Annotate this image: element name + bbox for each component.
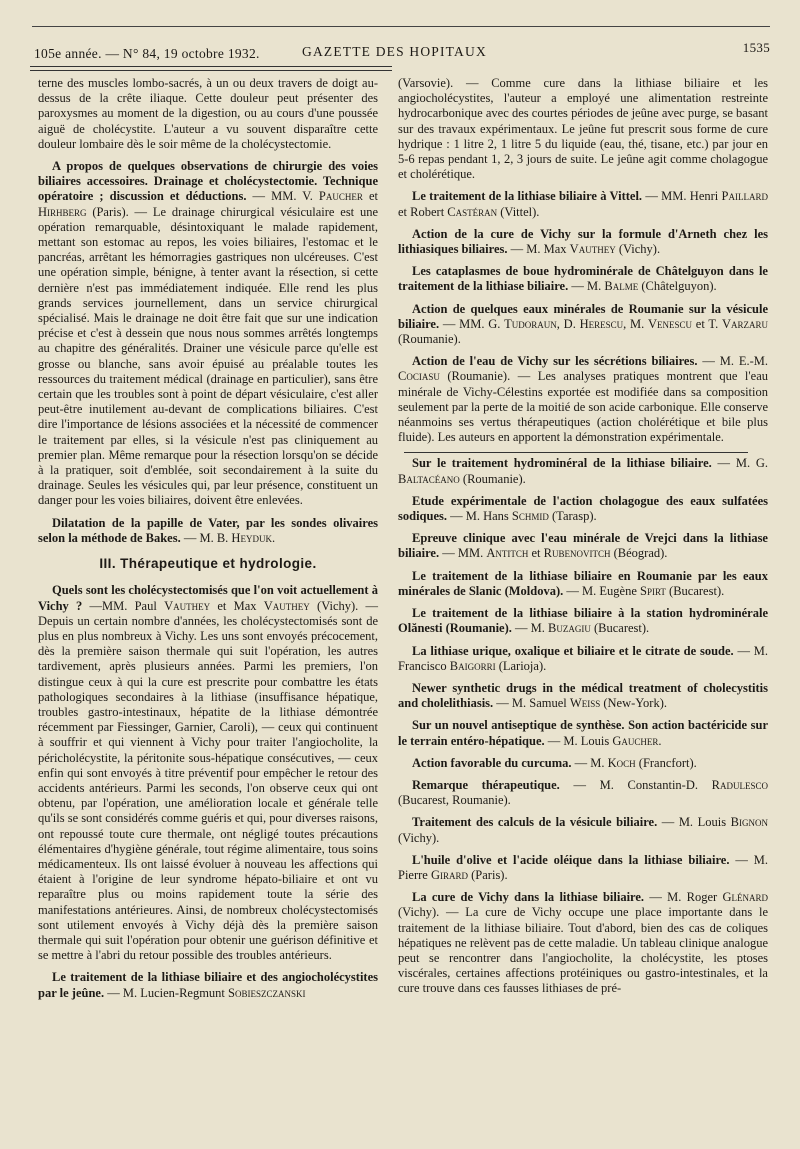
abstract-title: Action de quelques eaux minérales de Roumanie sur la vésicule biliaire. bbox=[398, 301, 768, 331]
author-prefix: — MM. V. bbox=[246, 189, 319, 204]
abstract-vauthey bbox=[38, 583, 378, 963]
author-name: Gaucher bbox=[612, 733, 659, 748]
author-suffix: . bbox=[658, 733, 662, 748]
abstract-title: Dilatation de la papille de Vater, par les sondes olivaires selon la méthode de Bakes. bbox=[38, 515, 378, 545]
page-header bbox=[34, 40, 770, 64]
abstract-entry bbox=[398, 531, 768, 561]
author-name: Vauthey bbox=[263, 598, 310, 613]
author-suffix: (Vittel). bbox=[497, 204, 540, 219]
abstract-title: La cure de Vichy dans la lithiase biliaire. bbox=[412, 890, 645, 905]
author-suffix: (Paris). bbox=[468, 867, 508, 882]
author-prefix: — M. Hans bbox=[446, 509, 512, 524]
author-name: Cociasu bbox=[398, 369, 440, 384]
abstract-body: (Roumanie). — Les analyses pratiques montrent que l'eau minérale de Vichy-Célestins exportée est modifiée dans sa composition seulement par la perte de la moitié de son acide carbonique. Elle conserve néanmoins ses vertus thérapeutiques (action cholérétique et bile plus fluide). Les auteurs en apportent la démonstration expérimentale. bbox=[398, 369, 768, 445]
author-joiner: et bbox=[362, 189, 378, 204]
abstract-entry bbox=[398, 644, 768, 674]
abstract-entry bbox=[398, 354, 768, 445]
author-suffix: (Bucarest). bbox=[590, 621, 650, 636]
author-name: Castéran bbox=[447, 204, 498, 219]
author-name: Buzagiu bbox=[548, 621, 591, 636]
abstract-heyduk bbox=[38, 516, 378, 546]
abstract-title: Newer synthetic drugs in the médical treatment of cholecystitis and cholelithiasis. bbox=[398, 680, 768, 711]
abstract-entry bbox=[398, 569, 768, 599]
abstract-entry bbox=[398, 778, 768, 808]
right-column bbox=[398, 76, 768, 1004]
author-prefix: — M. bbox=[568, 279, 605, 294]
paragraph: terne des muscles lombo-sacrés, à un ou deux travers de doigt au-dessus de la crête iliaque. Cette douleur peut présenter des paroxysmes au moment de la digestion, ou au cours d'une poussée aiguë de cholécystite. L'auteur a vu souvent disparaître cette douleur lombaire dès le soir même de la cholécystectomie. bbox=[38, 76, 378, 151]
author-prefix: — MM. bbox=[439, 546, 487, 561]
separator-rule bbox=[404, 452, 748, 453]
abstract-body: (Vichy). — La cure de Vichy occupe une place importante dans le traitement de la lithiase biliaire. Tout d'abord, bien des cas de coliques hépatiques ne relèvent pas de cette maladie. Un tableau clinique analogue peut se rencontrer dans l'angiocholite, la cholécystite, les ptoses viscérales, certaines affections protéiniques ou gastro-intestinales, et la cure trouve dans ces fausses lithiases de pré- bbox=[398, 905, 768, 996]
author-prefix: — MM. Henri bbox=[642, 189, 722, 204]
author-name: Antitch bbox=[486, 546, 529, 561]
author-joiner: et Max bbox=[210, 598, 264, 613]
author-name: Paillard bbox=[721, 189, 768, 204]
abstract-body: (Paris). — Le drainage chirurgical vésiculaire est une opération remarquable, désintoxiquant le malade rapidement, mettant son estomac au repos, les voies biliaires, l'estomac et le pancréas, arrêtant les hémorragies gastriques non ulcéreuses. C'est une opération simple, bénigne, à tenter avant la résection, si cette dernière n'est pas immédiatement indiquée. Elle rend les plus grands services journellement, dans un service chirurgical spécialisé. Mais le drainage ne doit être fait que sur une indication précise et c'est à dessein que nous nous sommes arrêtés longtemps au chapitre des généralités. Drainer une vésicule parce qu'elle est grosse ou blanche, sans avoir épuisé au préalable toutes les ressources du traitement médical (drainage en particulier), sans être certain que les troubles sont à point de départ vésiculaire, c'est aller peut-être inutilement au-devant de complications biliaires. C'est dire l'importance de lésions associées et la nécessité de commencer le traitement par elles, si la vésicule n'est pas cliniquement au premier plan. Même remarque pour la résection lorsqu'on se décide à la pratiquer, soit d'emblée, soit secondairement à la suite du drainage. Seules les vésicules qui, par leur présence, constituent un danger pour les voies biliaires, doivent être enlevées. bbox=[38, 204, 378, 508]
abstract-entry bbox=[398, 853, 768, 883]
author-prefix: — M. Louis bbox=[657, 815, 731, 830]
author-suffix: (Larioja). bbox=[495, 658, 547, 673]
header-rule bbox=[30, 66, 392, 67]
author-suffix: (Bucarest). bbox=[665, 583, 725, 598]
author-name: Vauthey bbox=[569, 242, 616, 257]
author-name: Tudoraun bbox=[504, 316, 557, 331]
abstract-title: Le traitement de la lithiase biliaire à Vittel. bbox=[412, 189, 643, 204]
author-suffix: . bbox=[271, 530, 276, 545]
author-prefix: — M. Pierre bbox=[398, 852, 768, 882]
author-name: Spirt bbox=[640, 583, 666, 598]
abstract-entry bbox=[398, 227, 768, 257]
abstract-title: Le traitement de la lithiase biliaire et des angiocholécystites par le jeûne. bbox=[38, 970, 378, 1000]
abstract-entry bbox=[398, 302, 768, 348]
abstract-title: Action de l'eau de Vichy sur les sécrétions biliaires. bbox=[412, 354, 698, 369]
abstract-entry bbox=[398, 606, 768, 636]
author-joiner: , M. bbox=[623, 316, 649, 331]
page-number: 1535 bbox=[742, 40, 770, 55]
abstract-entry bbox=[398, 264, 768, 294]
author-suffix: (Châtelguyon). bbox=[638, 279, 717, 294]
abstract-title: Sur un nouvel antiseptique de synthèse. Son action bactéricide sur le terrain entéro-hépatique. bbox=[398, 718, 768, 748]
author-name: Heyduk bbox=[231, 530, 272, 545]
abstract-title: Sur le traitement hydrominéral de la lithiase biliaire. bbox=[412, 456, 712, 471]
author-name: Radulesco bbox=[711, 777, 768, 792]
author-suffix: (Roumanie). bbox=[459, 471, 526, 486]
author-prefix: — MM. G. bbox=[439, 316, 505, 331]
abstract-entry bbox=[398, 189, 768, 219]
author-prefix: — M. bbox=[511, 621, 549, 636]
abstract-title: Les cataplasmes de boue hydrominérale de Châtelguyon dans le traitement de la lithiase biliaire. bbox=[398, 264, 768, 294]
abstract-title: Etude expérimentale de l'action cholagogue des eaux sulfatées sodiques. bbox=[398, 493, 768, 524]
abstract-title: La lithiase urique, oxalique et biliaire et le citrate de soude. bbox=[412, 643, 734, 658]
header-rule-2 bbox=[30, 70, 392, 71]
abstract-sobieszczanski bbox=[38, 970, 378, 1000]
author-name: Venescu bbox=[648, 316, 693, 331]
abstract-title: Traitement des calculs de la vésicule biliaire. bbox=[412, 815, 658, 830]
author-name: Weiss bbox=[569, 696, 601, 711]
author-prefix: — M. G. bbox=[711, 456, 768, 471]
author-name: Rubenovitch bbox=[543, 546, 611, 561]
author-joiner: et Robert bbox=[398, 204, 448, 219]
issue-info: 105e année. — N° 84, 19 octobre 1932. bbox=[34, 46, 260, 61]
author-suffix: (Roumanie). bbox=[398, 332, 461, 347]
author-prefix: — M. Louis bbox=[544, 733, 613, 748]
author-prefix: — M. Lucien-Regmunt bbox=[104, 985, 229, 1000]
abstract-entry bbox=[398, 815, 768, 845]
author-name: Koch bbox=[607, 755, 636, 770]
author-joiner: , D. bbox=[556, 316, 580, 331]
left-column bbox=[38, 76, 378, 1008]
author-prefix: —MM. Paul bbox=[82, 598, 165, 613]
abstract-title: A propos de quelques observations de chirurgie des voies biliaires accessoires. Drainage et cholécystectomie. Technique opératoire ; discussion et déductions. bbox=[38, 159, 378, 204]
author-name: Girard bbox=[430, 867, 469, 882]
author-name: Baigorri bbox=[449, 658, 496, 673]
author-prefix: — M. E.-M. bbox=[697, 354, 768, 369]
author-name: Baltacéano bbox=[398, 471, 460, 486]
journal-title: GAZETTE DES HOPITAUX bbox=[302, 44, 487, 59]
author-prefix: — M. Constantin-D. bbox=[559, 777, 712, 792]
author-joiner: et T. bbox=[692, 316, 722, 331]
paragraph: (Varsovie). — Comme cure dans la lithiase biliaire et les angiocholécystites, l'auteur a employé une alimentation restreinte hydrocarbonique avec des courtes périodes de jeûne avec purge, se basant sur des travaux expérimentaux. Le jeûne fut prescrit sous forme de cure hydrique : 1 litre 2, 1 litre 5 du liquide (eau, thé, tisane, etc.) par jour en 5-6 repas pendant 1, 2, 3 jours de suite. Le jeûne agit comme cholagogue et cholérétique. bbox=[398, 76, 768, 182]
author-name: Hirhberg bbox=[38, 204, 87, 219]
abstract-title: Action favorable du curcuma. bbox=[412, 755, 572, 770]
author-prefix: — M. Samuel bbox=[493, 696, 570, 711]
abstract-entry bbox=[398, 890, 768, 996]
abstract-entry bbox=[398, 681, 768, 711]
author-suffix: (Béograd). bbox=[610, 546, 668, 561]
author-name: Varzaru bbox=[721, 316, 768, 331]
author-suffix: (Bucarest, Roumanie). bbox=[398, 793, 511, 808]
abstract-title: Le traitement de la lithiase biliaire à la station hydrominérale Olănesti (Roumanie). bbox=[398, 606, 768, 636]
abstract-body: (Vichy). — Depuis un certain nombre d'années, les cholécystectomisés sont de plus en plus nombreux à Vichy. Les uns sont envoyés précocement, dès la première saison thermale qui suit l'opération, les autres tardivement, après plusieurs années. Parmi les premiers, l'on distingue ceux à qui la cure est prescrite pour combattre les états pathologiques secondaires à la lithiase (insuffisance hépatique, troubles gastro-intestinaux, hépatite de la lithiase démontrée récemment par Fiessinger, Garnier, Caroli), — ceux qui continuent à souffrir et qui viennent à Vichy pour traiter l'angiocholite, la péricholécystite, la péritonite sous-hépatique consécutives, — ceux enfin qui sont envoyés à titre préventif pour empêcher le retour des accidents antérieurs. Parmi les seconds, l'on observe ceux qui ont obtenu, par l'opération, une amélioration locale et générale telle qu'ils se sont considérés comme guéris et qui, pour diverses raisons, ont repoussé toute cure thermale, ont négligé toutes précautions élémentaires d'hygiène générale, tout régime alimentaire, tous soins médicamenteux. Ils ont laissé évoluer à nouveau les affections qui étaient à l'origine de leur syndrome hépato-biliaire et ont vu reparaître plus ou moins rapidement toute la série des manifestations antérieures. Ainsi, de nombreux cholécystectomisés sont utilement envoyés à Vichy déjà dès la première saison thermale qui suit l'opération pour obtenir une guérison définitive et se mettre à l'abri du retour possible des troubles antérieurs. bbox=[38, 598, 379, 963]
abstract-entry bbox=[398, 456, 768, 486]
author-name: Paucher bbox=[318, 189, 363, 204]
abstract-entry bbox=[398, 756, 768, 771]
author-name: Schmid bbox=[511, 509, 549, 524]
abstract-title: Remarque thérapeutique. bbox=[412, 777, 560, 792]
author-suffix: (New-York). bbox=[600, 696, 667, 711]
author-name: Sobieszczanski bbox=[228, 985, 306, 1000]
author-prefix: — M. bbox=[571, 755, 608, 770]
abstract-entry bbox=[398, 718, 768, 748]
abstract-title: Epreuve clinique avec l'eau minérale de Vrejci dans la lithiase biliaire. bbox=[398, 531, 768, 561]
author-name: Bignon bbox=[730, 815, 768, 830]
author-prefix: — M. Roger bbox=[644, 890, 723, 905]
top-rule bbox=[32, 26, 770, 27]
author-prefix: — M. B. bbox=[180, 530, 232, 545]
author-prefix: — M. Eugène bbox=[563, 583, 640, 598]
section-heading: III. Thérapeutique et hydrologie. bbox=[99, 556, 317, 572]
abstract-entry bbox=[398, 494, 768, 524]
abstract-title: L'huile d'olive et l'acide oléique dans la lithiase biliaire. bbox=[412, 852, 730, 867]
abstract-title: Le traitement de la lithiase biliaire en Roumanie par les eaux minérales de Slanic (Moldova). bbox=[398, 568, 768, 598]
author-name: Herescu bbox=[579, 316, 624, 331]
author-name: Vauthey bbox=[164, 598, 211, 613]
abstract-paucher bbox=[38, 159, 378, 509]
author-suffix: (Vichy). bbox=[398, 830, 440, 845]
author-prefix: — M. Francisco bbox=[398, 643, 768, 673]
author-name: Balme bbox=[604, 279, 639, 294]
author-suffix: (Vichy). bbox=[615, 242, 661, 257]
author-suffix: (Francfort). bbox=[635, 755, 697, 770]
author-joiner: et bbox=[528, 546, 544, 561]
author-suffix: (Tarasp). bbox=[548, 509, 597, 524]
author-prefix: — M. Max bbox=[507, 242, 570, 257]
abstract-title: Action de la cure de Vichy sur la formule d'Arneth chez les lithiasiques biliaires. bbox=[398, 226, 768, 257]
abstract-title: Quels sont les cholécystectomisés que l'on voit actuellement à Vichy ? bbox=[38, 583, 378, 613]
author-name: Glénard bbox=[722, 890, 769, 905]
